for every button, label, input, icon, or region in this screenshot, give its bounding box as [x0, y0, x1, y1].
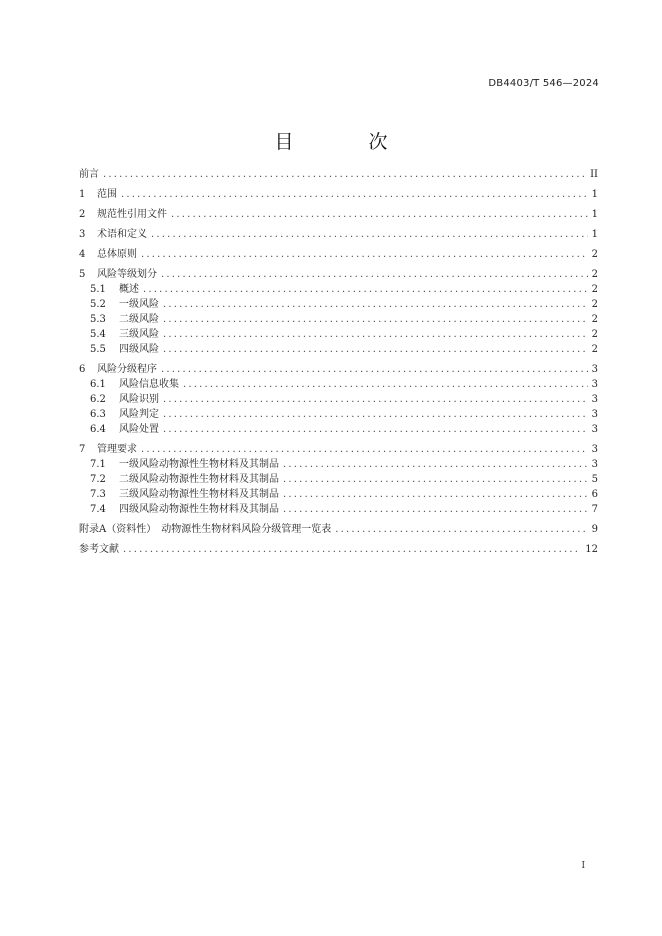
toc-leader-dots [163, 327, 588, 342]
toc-leader-dots [283, 502, 588, 517]
toc-leader-dots [163, 342, 588, 357]
toc-entry-label: 风险判定 [119, 409, 159, 420]
toc-entry-number: 4 [79, 249, 86, 260]
toc-entry-page: 1 [591, 229, 598, 240]
table-of-contents [79, 167, 598, 557]
toc-leader-dots [121, 187, 588, 202]
toc-entry[interactable] [79, 522, 598, 537]
toc-entry-page: 3 [591, 364, 598, 375]
toc-leader-dots [143, 282, 588, 297]
toc-leader-dots [283, 472, 588, 487]
toc-entry-number: 7.3 [90, 489, 106, 500]
toc-entry-number: 7.2 [90, 474, 106, 485]
toc-entry-page: 1 [591, 209, 598, 220]
toc-entry-number: 7.1 [90, 459, 106, 470]
toc-entry[interactable] [79, 487, 598, 502]
toc-entry[interactable] [79, 167, 598, 182]
toc-entry[interactable] [79, 297, 598, 312]
toc-entry-label: 规范性引用文件 [97, 209, 167, 220]
toc-entry-label: 前言 [79, 169, 99, 180]
toc-leader-dots [183, 377, 588, 392]
toc-entry-page: 3 [591, 459, 598, 470]
toc-leader-dots [103, 167, 586, 182]
toc-entry-page: 2 [591, 269, 598, 280]
toc-entry[interactable] [79, 542, 598, 557]
toc-entry[interactable] [79, 362, 598, 377]
page-title: 目 次 [274, 131, 416, 153]
toc-entry[interactable] [79, 267, 598, 282]
toc-entry-number: 6.2 [90, 394, 106, 405]
toc-entry-page: 3 [591, 424, 598, 435]
toc-entry-label: 风险信息收集 [119, 379, 179, 390]
toc-entry-number: 6.1 [90, 379, 106, 390]
toc-entry-number: 7 [79, 444, 86, 455]
toc-leader-dots [141, 442, 588, 457]
toc-entry-page: 6 [591, 489, 598, 500]
toc-entry-number: 1 [79, 189, 86, 200]
toc-entry[interactable] [79, 312, 598, 327]
toc-entry-label: 二级风险 [119, 314, 159, 325]
toc-entry-label: 概述 [119, 284, 139, 295]
toc-entry-page: 1 [591, 189, 598, 200]
toc-entry-label: 术语和定义 [97, 229, 147, 240]
toc-entry[interactable] [79, 442, 598, 457]
toc-entry-number: 7.4 [90, 504, 106, 515]
toc-entry-label: 三级风险 [119, 329, 159, 340]
toc-entry[interactable] [79, 342, 598, 357]
toc-entry-label: 一级风险动物源性生物材料及其制品 [119, 459, 279, 470]
toc-entry-number: 5.2 [90, 299, 106, 310]
toc-entry-label: 管理要求 [97, 444, 137, 455]
toc-leader-dots [283, 457, 588, 472]
toc-entry-number: 5.4 [90, 329, 106, 340]
toc-entry-label: 范围 [97, 189, 117, 200]
toc-entry-label: 风险识别 [119, 394, 159, 405]
toc-entry-number: 2 [79, 209, 86, 220]
toc-entry-number: 6.4 [90, 424, 106, 435]
toc-entry-page: 2 [591, 284, 598, 295]
toc-entry-label: 参考文献 [79, 544, 119, 555]
toc-entry[interactable] [79, 247, 598, 262]
toc-leader-dots [171, 207, 588, 222]
toc-entry[interactable] [79, 422, 598, 437]
toc-entry[interactable] [79, 407, 598, 422]
toc-leader-dots [151, 227, 588, 242]
toc-entry-label: 风险处置 [119, 424, 159, 435]
document-code: DB4403/T 546—2024 [488, 78, 599, 89]
toc-entry-label: 风险等级划分 [97, 269, 157, 280]
toc-entry-page: 2 [591, 299, 598, 310]
toc-entry-page: 2 [591, 249, 598, 260]
toc-entry[interactable] [79, 457, 598, 472]
toc-entry-number: 5 [79, 269, 86, 280]
toc-entry-page: 3 [591, 444, 598, 455]
toc-leader-dots [161, 362, 588, 377]
toc-entry[interactable] [79, 227, 598, 242]
toc-entry-label: 四级风险动物源性生物材料及其制品 [119, 504, 279, 515]
toc-entry-page: 2 [591, 344, 598, 355]
toc-entry-page: 12 [585, 544, 598, 555]
toc-entry-number: 5.1 [90, 284, 106, 295]
toc-leader-dots [141, 247, 588, 262]
toc-entry[interactable] [79, 282, 598, 297]
toc-entry-page: 3 [591, 409, 598, 420]
toc-entry-page: 3 [591, 394, 598, 405]
toc-leader-dots [123, 542, 581, 557]
toc-entry-label: 总体原则 [97, 249, 137, 260]
toc-entry-number: 3 [79, 229, 86, 240]
toc-entry-page: 3 [591, 379, 598, 390]
toc-entry[interactable] [79, 207, 598, 222]
toc-entry-number: 6 [79, 364, 86, 375]
toc-leader-dots [283, 487, 588, 502]
toc-entry-page: 9 [591, 524, 598, 535]
toc-entry-number: 5.5 [90, 344, 106, 355]
toc-entry-number: 6.3 [90, 409, 106, 420]
toc-leader-dots [163, 407, 588, 422]
page-number: I [581, 861, 585, 871]
toc-entry[interactable] [79, 502, 598, 517]
toc-entry[interactable] [79, 327, 598, 342]
toc-leader-dots [335, 522, 587, 537]
toc-entry-page: 7 [591, 504, 598, 515]
toc-entry[interactable] [79, 392, 598, 407]
toc-entry[interactable] [79, 377, 598, 392]
toc-entry-label: 四级风险 [119, 344, 159, 355]
toc-entry-number: 5.3 [90, 314, 106, 325]
toc-entry-page: 2 [591, 314, 598, 325]
toc-leader-dots [163, 422, 588, 437]
toc-leader-dots [161, 267, 588, 282]
toc-entry-page: 2 [591, 329, 598, 340]
toc-entry-label: 一级风险 [119, 299, 159, 310]
toc-entry-page: 5 [591, 474, 598, 485]
toc-entry[interactable] [79, 472, 598, 487]
toc-leader-dots [163, 312, 588, 327]
toc-entry[interactable] [79, 187, 598, 202]
toc-leader-dots [163, 297, 588, 312]
toc-entry-label: 风险分级程序 [97, 364, 157, 375]
toc-leader-dots [163, 392, 588, 407]
toc-entry-page: II [590, 169, 598, 180]
toc-entry-label: 二级风险动物源性生物材料及其制品 [119, 474, 279, 485]
toc-entry-label: 附录A（资料性） 动物源性生物材料风险分级管理一览表 [79, 524, 332, 535]
toc-entry-label: 三级风险动物源性生物材料及其制品 [119, 489, 279, 500]
